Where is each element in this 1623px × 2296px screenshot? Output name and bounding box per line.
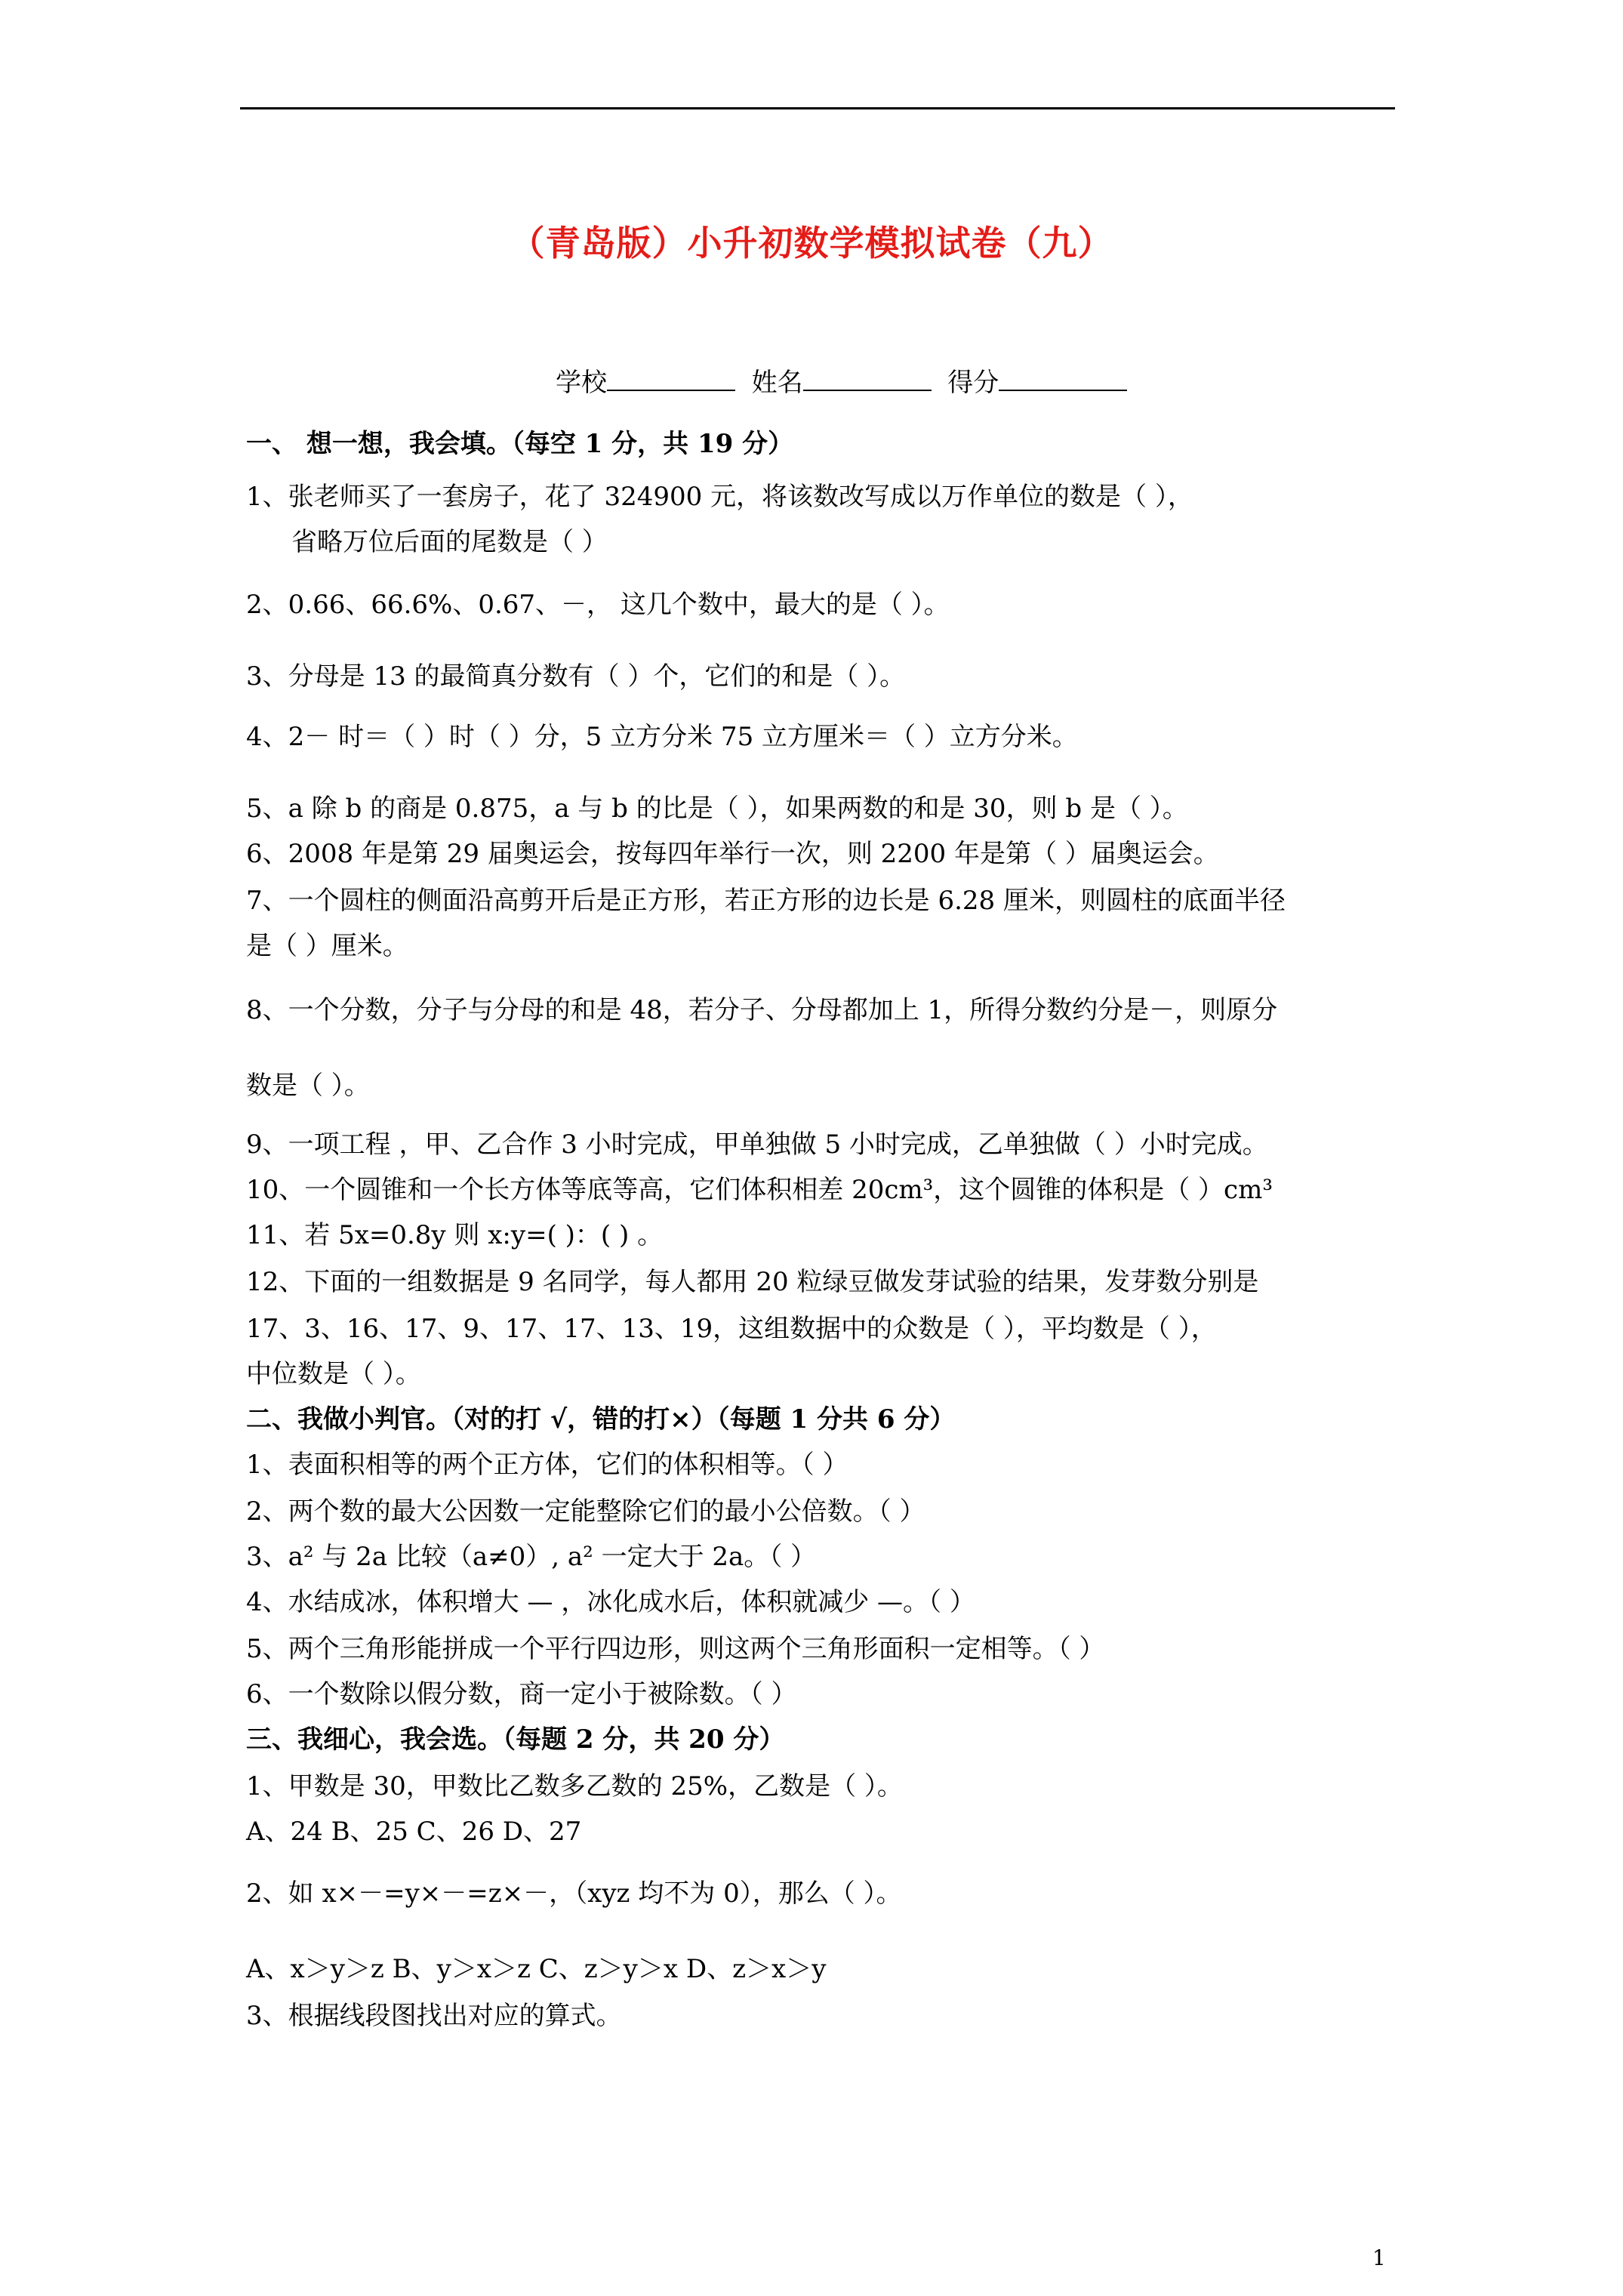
score-label: 得分 [947,368,999,398]
question-line: 10、一个圆锥和一个长方体等底等高，它们体积相差 20cm³，这个圆锥的体积是（ ）cm³ [246,1175,1273,1205]
info-line [556,367,1127,398]
section-1-heading: 一、 想一想，我会填。（每空 1 分，共 19 分） [246,429,794,459]
question-line: 1、表面积相等的两个正方体，它们的体积相等。（ ） [246,1450,848,1480]
question-line: 4、2－ 时＝（ ）时（ ）分，5 立方分米 75 立方厘米＝（ ）立方分米。 [246,722,1078,752]
school-label: 学校 [556,368,607,398]
question-line: 3、a² 与 2a 比较（a≠0）, a² 一定大于 2a。（ ） [246,1542,817,1572]
question-line: 2、两个数的最大公因数一定能整除它们的最小公倍数。（ ） [246,1496,925,1527]
question-line: 5、a 除 b 的商是 0.875，a 与 b 的比是（ ），如果两数的和是 30，则 b 是（ ）。 [246,794,1188,824]
question-line: 中位数是（ ）。 [246,1359,421,1389]
question-line: 3、根据线段图找出对应的算式。 [246,2001,622,2031]
answer-options: A、24 B、25 C、26 D、27 [246,1817,582,1847]
question-line: 5、两个三角形能拼成一个平行四边形，则这两个三角形面积一定相等。（ ） [246,1634,1105,1664]
score-blank [999,367,1127,391]
question-line: 3、分母是 13 的最简真分数有（ ）个，它们的和是（ ）。 [246,661,906,692]
question-line: 1、甲数是 30，甲数比乙数多乙数的 25%，乙数是（ ）。 [246,1771,903,1801]
question-line: 数是（ ）。 [246,1071,370,1101]
question-line: 8、一个分数，分子与分母的和是 48，若分子、分母都加上 1，所得分数约分是－，则原分 [246,995,1278,1025]
section-3-heading: 三、我细心，我会选。（每题 2 分，共 20 分） [246,1724,785,1755]
section-2-heading: 二、我做小判官。（对的打 √，错的打×）（每题 1 分共 6 分） [246,1404,956,1435]
school-blank [607,367,735,391]
question-line: 省略万位后面的尾数是（ ） [291,527,608,557]
answer-options: A、x＞y＞z B、y＞x＞z C、z＞y＞x D、z＞x＞y [246,1954,827,1984]
question-line: 4、水结成冰，体积增大 — ，冰化成水后，体积就减少 —。（ ） [246,1587,975,1617]
question-line: 是（ ）厘米。 [246,931,408,961]
name-blank [803,367,932,391]
question-line: 2、0.66、66.6%、0.67、－， 这几个数中，最大的是（ ）。 [246,590,950,620]
question-line: 9、一项工程 ，甲、乙合作 3 小时完成，甲单独做 5 小时完成，乙单独做（ ）小时完成。 [246,1130,1268,1160]
question-line: 17、3、16、17、9、17、17、13、19，这组数据中的众数是（ ），平均数是（ ）， [246,1314,1217,1344]
name-label: 姓名 [751,368,803,398]
question-line: 12、下面的一组数据是 9 名同学，每人都用 20 粒绿豆做发芽试验的结果，发芽数分别是 [246,1267,1259,1297]
question-line: 2、如 x×－=y×－=z×－，（xyz 均不为 0），那么（ ）。 [246,1878,902,1909]
question-line: 1、张老师买了一套房子，花了 324900 元，将该数改写成以万作单位的数是（ ）， [246,482,1193,512]
question-line: 11、若 5x=0.8y 则 x:y=( )：( ) 。 [246,1220,664,1250]
question-line: 6、2008 年是第 29 届奥运会，按每四年举行一次，则 2200 年是第（ ）届奥运会。 [246,839,1219,869]
question-line: 6、一个数除以假分数，商一定小于被除数。（ ） [246,1679,797,1709]
page-number: 1 [1372,2245,1386,2270]
question-line: 7、一个圆柱的侧面沿高剪开后是正方形，若正方形的边长是 6.28 厘米，则圆柱的底面半径 [246,886,1286,916]
header-rule [240,107,1395,109]
page-title: （青岛版）小升初数学模拟试卷（九） [510,223,1113,264]
